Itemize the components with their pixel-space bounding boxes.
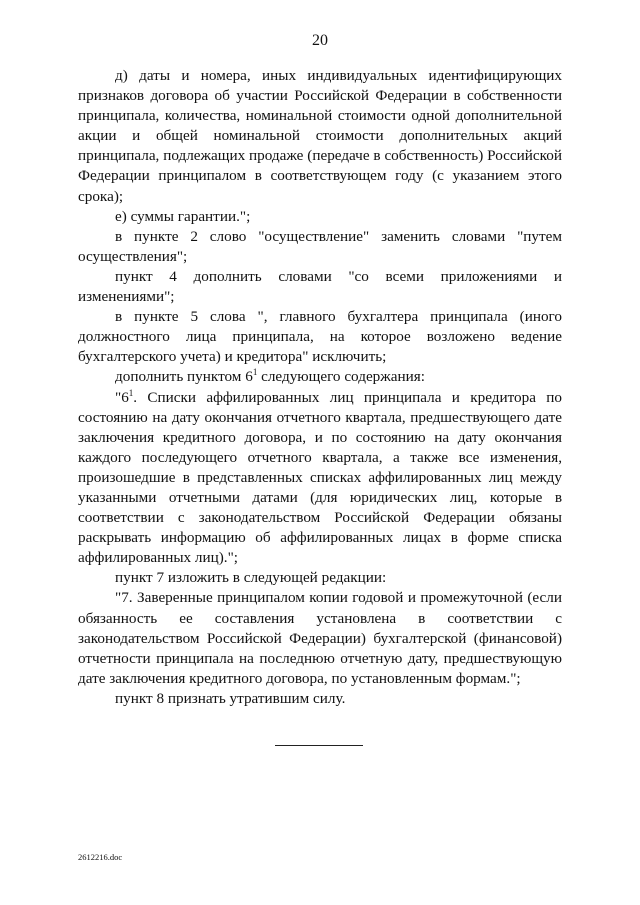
end-of-document-rule: [275, 745, 363, 746]
paragraph-point-4: пункт 4 дополнить словами "со всеми приложениями и изменениями";: [78, 267, 562, 306]
paragraph-text-after: . Списки аффилированных лиц принципала и кредитора по состоянию на дату окончания отчетного квартала, предшествующего дате заключения кредитного договора, и по состоянию на дату окончания каждого последующего отчетного квартала, а также все изменения, произошедшие в представленных списках аффилированных лиц между указанными отчетными датами (для юридических лиц, которые в соответствии с законодательством Российской Федерации обязаны раскрывать информацию об аффилированных лицах в форме списка аффилированных лиц).";: [78, 388, 562, 567]
paragraph-point-5: в пункте 5 слова ", главного бухгалтера принципала (иного должностного лица принципала, на которое возложено ведение бухгалтерского учета) и кредитора" исключить;: [78, 308, 562, 366]
document-body: [78, 66, 562, 709]
paragraph-point-7: пункт 7 изложить в следующей редакции:: [115, 569, 387, 587]
paragraph-point-6-1-content: [78, 388, 562, 569]
footer-file-name: 2612216.doc: [78, 852, 123, 862]
paragraph-point-2: в пункте 2 слово "осуществление" заменить словами "путем осуществления";: [78, 227, 562, 265]
paragraph-text-before: дополнить пунктом 6: [115, 368, 253, 386]
paragraph-add-point-6-1: [78, 367, 562, 387]
superscript: 1: [128, 387, 134, 398]
superscript: 1: [252, 367, 258, 378]
paragraph-text-before: "6: [115, 388, 129, 406]
paragraph-point-7-content: "7. Заверенные принципалом копии годовой и промежуточной (если обязанность ее составления установлена в соответствии с законодательством Российской Федерации) бухгалтерской (финансовой) отчетности принципала на последнюю отчетную дату, предшествующую дате заключения кредитного договора, по установленным формам.";: [78, 589, 562, 687]
paragraph-text-after: следующего содержания:: [257, 368, 425, 386]
paragraph-item-d: д) даты и номера, иных индивидуальных идентифицирующих признаков договора об участии Российской Федерации в собственности принципала, количества, номинальной стоимости одной дополнительной акции и общей номинальной стоимости дополнительных акций принципала, подлежащих продаже (передаче в собственность) Российской Федерации принципалом в соответствующем году (с указанием этого срока);: [78, 67, 562, 205]
page-number: 20: [312, 32, 328, 49]
paragraph-item-e: е) суммы гарантии.";: [115, 207, 251, 225]
paragraph-point-8: пункт 8 признать утратившим силу.: [115, 689, 346, 707]
